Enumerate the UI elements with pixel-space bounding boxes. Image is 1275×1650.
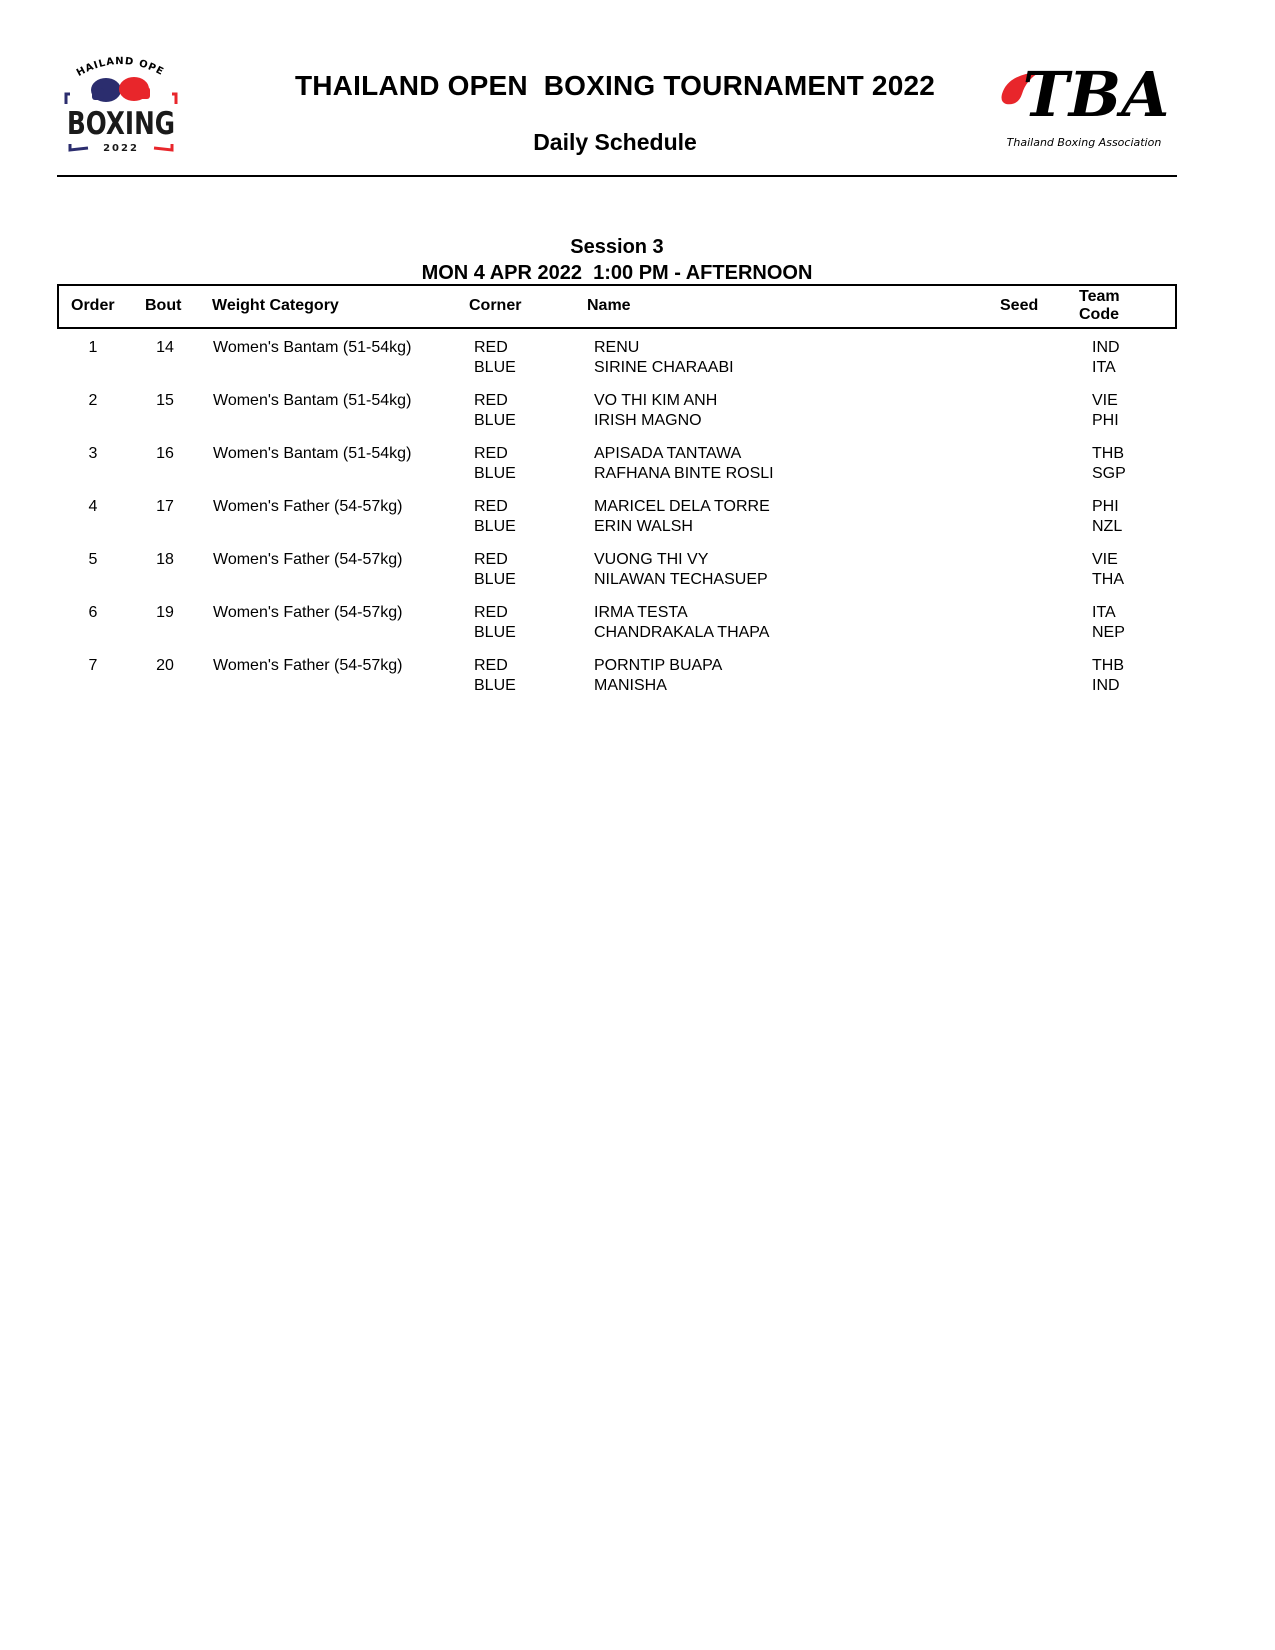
- red-team-code: VIE: [1092, 392, 1118, 409]
- weight-category-cell: Women's Father (54-57kg): [213, 551, 403, 568]
- red-corner-label: RED: [474, 604, 508, 621]
- red-corner-label: RED: [474, 551, 508, 568]
- order-cell: 3: [88, 445, 98, 462]
- blue-boxer-name: MANISHA: [594, 677, 667, 694]
- weight-category-cell: Women's Father (54-57kg): [213, 604, 403, 621]
- red-team-code: THB: [1092, 445, 1124, 462]
- red-corner-label: RED: [474, 657, 508, 674]
- red-corner-label: RED: [474, 339, 508, 356]
- red-boxer-name: MARICEL DELA TORRE: [594, 498, 770, 515]
- blue-boxer-name: IRISH MAGNO: [594, 412, 702, 429]
- column-header-team-line2: Code: [1079, 306, 1119, 323]
- red-boxer-name: VO THI KIM ANH: [594, 392, 718, 409]
- session-title: Session 3: [570, 236, 664, 258]
- thailand-open-boxing-logo: [62, 52, 180, 164]
- bout-cell: 14: [156, 339, 174, 356]
- blue-corner-label: BLUE: [474, 571, 516, 588]
- bout-cell: 18: [156, 551, 174, 568]
- column-header-corner: Corner: [469, 297, 522, 314]
- table-row: [57, 338, 1177, 391]
- red-boxer-name: APISADA TANTAWA: [594, 445, 742, 462]
- weight-category-cell: Women's Father (54-57kg): [213, 498, 403, 515]
- blue-team-code: THA: [1092, 571, 1124, 588]
- blue-corner-label: BLUE: [474, 624, 516, 641]
- red-boxer-name: PORNTIP BUAPA: [594, 657, 723, 674]
- blue-boxer-name: CHANDRAKALA THAPA: [594, 624, 770, 641]
- order-cell: 6: [88, 604, 98, 621]
- table-row: [57, 497, 1177, 550]
- boxing-gloves-icon: [62, 52, 180, 164]
- bout-cell: 20: [156, 657, 174, 674]
- order-cell: 1: [88, 339, 98, 356]
- svg-text:BOXING: BOXING: [67, 106, 175, 142]
- blue-boxer-name: ERIN WALSH: [594, 518, 693, 535]
- order-cell: 4: [88, 498, 98, 515]
- blue-corner-label: BLUE: [474, 677, 516, 694]
- header-divider: [57, 175, 1177, 177]
- table-row: [57, 656, 1177, 709]
- red-boxer-name: IRMA TESTA: [594, 604, 688, 621]
- column-header-bout: Bout: [145, 297, 182, 314]
- blue-team-code: IND: [1092, 677, 1120, 694]
- svg-text:THAILAND OPEN: HAILAND OPE: [74, 55, 166, 79]
- column-header-seed: Seed: [1000, 297, 1039, 314]
- weight-category-cell: Women's Bantam (51-54kg): [213, 339, 412, 356]
- blue-team-code: NZL: [1092, 518, 1123, 535]
- blue-boxer-name: NILAWAN TECHASUEP: [594, 571, 768, 588]
- table-row: [57, 444, 1177, 497]
- document-subtitle: Daily Schedule: [533, 129, 697, 155]
- tba-swoosh-icon: [1000, 66, 1168, 156]
- red-team-code: PHI: [1092, 498, 1119, 515]
- blue-team-code: SGP: [1092, 465, 1126, 482]
- weight-category-cell: Women's Bantam (51-54kg): [213, 445, 412, 462]
- column-header-name: Name: [587, 297, 631, 314]
- column-header-order: Order: [71, 297, 115, 314]
- blue-corner-label: BLUE: [474, 412, 516, 429]
- bout-cell: 16: [156, 445, 174, 462]
- blue-team-code: ITA: [1092, 359, 1116, 376]
- svg-text:2022: 2022: [103, 143, 139, 154]
- session-date-time: MON 4 APR 2022 1:00 PM - AFTERNOON: [421, 262, 813, 284]
- table-row: [57, 550, 1177, 603]
- blue-corner-label: BLUE: [474, 359, 516, 376]
- red-boxer-name: VUONG THI VY: [594, 551, 709, 568]
- red-team-code: THB: [1092, 657, 1124, 674]
- red-team-code: IND: [1092, 339, 1120, 356]
- blue-team-code: PHI: [1092, 412, 1119, 429]
- blue-boxer-name: RAFHANA BINTE ROSLI: [594, 465, 774, 482]
- red-boxer-name: RENU: [594, 339, 640, 356]
- order-cell: 5: [88, 551, 98, 568]
- order-cell: 2: [88, 392, 98, 409]
- red-corner-label: RED: [474, 498, 508, 515]
- blue-boxer-name: SIRINE CHARAABI: [594, 359, 734, 376]
- blue-team-code: NEP: [1092, 624, 1125, 641]
- table-row: [57, 603, 1177, 656]
- bout-cell: 15: [156, 392, 174, 409]
- blue-corner-label: BLUE: [474, 518, 516, 535]
- svg-text:TBA: TBA: [1022, 66, 1168, 131]
- column-header-weight-category: Weight Category: [212, 297, 339, 314]
- bout-cell: 17: [156, 498, 174, 515]
- tba-logo: [1000, 66, 1168, 156]
- svg-text:Thailand Boxing Association: Thailand Boxing Association: [1006, 136, 1162, 149]
- column-header-team-line1: Team: [1079, 288, 1120, 305]
- bout-cell: 19: [156, 604, 174, 621]
- document-title: THAILAND OPEN BOXING TOURNAMENT 2022: [294, 70, 936, 101]
- red-team-code: ITA: [1092, 604, 1116, 621]
- table-row: [57, 391, 1177, 444]
- red-corner-label: RED: [474, 445, 508, 462]
- blue-corner-label: BLUE: [474, 465, 516, 482]
- red-corner-label: RED: [474, 392, 508, 409]
- order-cell: 7: [88, 657, 98, 674]
- column-header-team-code: [1079, 288, 1120, 324]
- red-team-code: VIE: [1092, 551, 1118, 568]
- weight-category-cell: Women's Father (54-57kg): [213, 657, 403, 674]
- weight-category-cell: Women's Bantam (51-54kg): [213, 392, 412, 409]
- table-header: [57, 284, 1177, 329]
